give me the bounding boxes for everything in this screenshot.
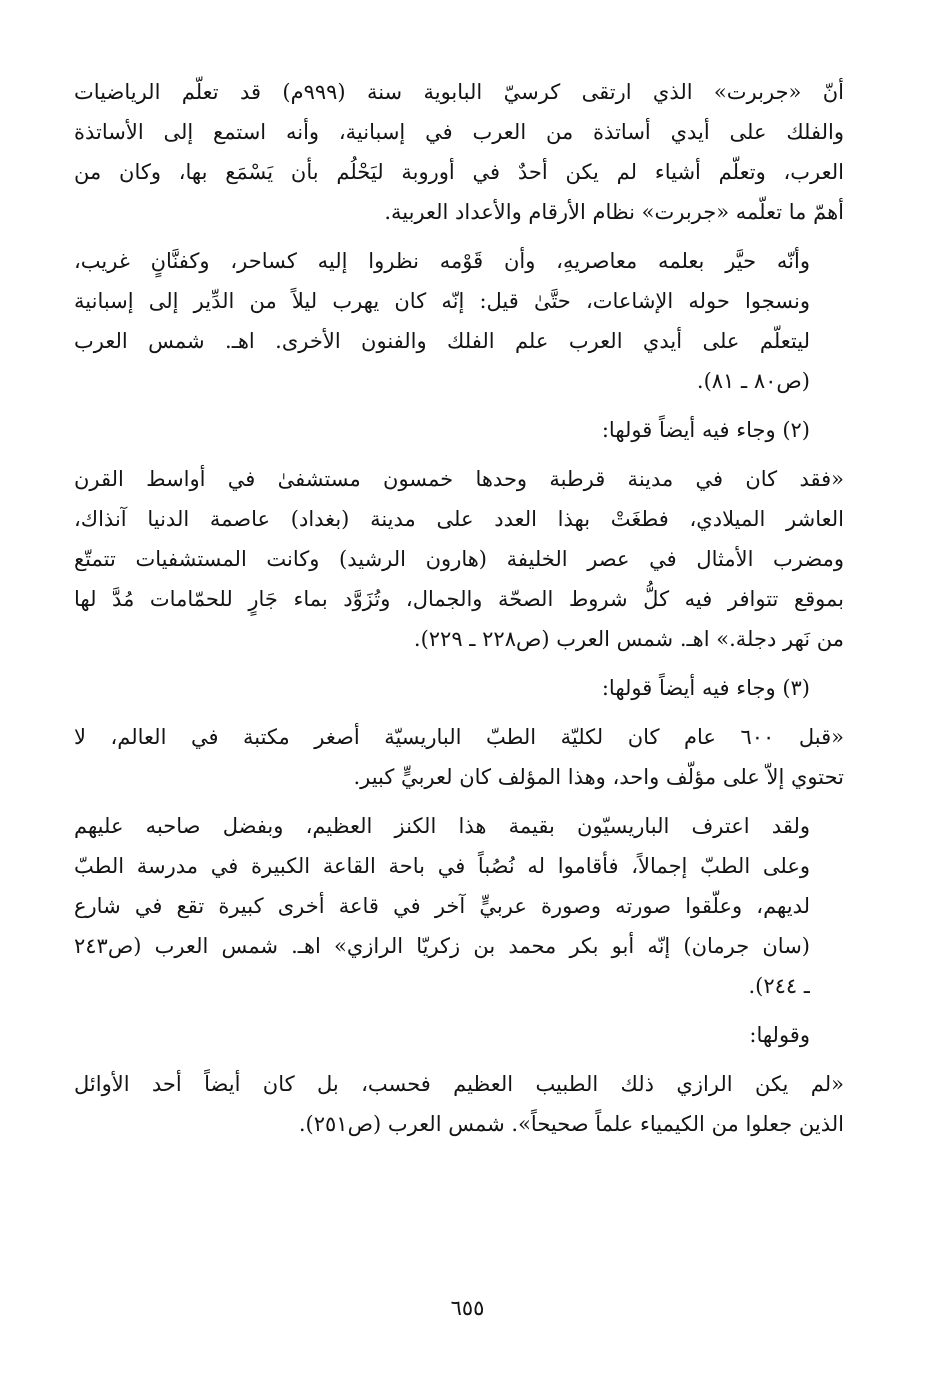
paragraph xyxy=(74,241,844,401)
text-line: ولقد اعترف الباريسيّون بقيمة هذا الكنز العظيم، وبفضل صاحبه عليهم xyxy=(74,814,810,838)
text-line: (٢) وجاء فيه أيضاً قولها: xyxy=(601,418,810,442)
paragraph xyxy=(74,72,844,232)
text-line: وأنّه حيَّر بعلمه معاصريهِ، وأن قَوْمه نظروا إليه كساحر، وكفنَّانٍ غريب، xyxy=(74,249,810,273)
page-number: ٦٥٥ xyxy=(450,1296,485,1320)
paragraph xyxy=(74,410,844,450)
text-line: من نَهر دجلة.» اهـ. شمس العرب (ص٢٢٨ ـ ٢٢٩). xyxy=(413,627,844,651)
text-line: تحتوي إلاّ على مؤلّف واحد، وهذا المؤلف كان لعربيٍّ كبير. xyxy=(353,765,844,789)
text-line: ونسجوا حوله الإشاعات، حتَّىٰ قيل: إنّه كان يهرب ليلاً من الدِّير إلى إسبانية xyxy=(74,289,810,313)
text-line: وقولها: xyxy=(749,1023,810,1047)
text-line: (٣) وجاء فيه أيضاً قولها: xyxy=(601,676,810,700)
paragraph xyxy=(74,459,844,659)
text-line: لديهم، وعلّقوا صورته وصورة عربيٍّ آخر في قاعة أخرى كبيرة تقع في شارع xyxy=(74,894,810,918)
text-line: والفلك على أيدي أساتذة من العرب في إسبانية، وأنه استمع إلى الأساتذة xyxy=(74,120,844,144)
paragraph xyxy=(74,1015,844,1055)
text-line: ليتعلّم على أيدي العرب علم الفلك والفنون الأخرى. اهـ. شمس العرب xyxy=(74,329,810,353)
text-line: أهمّ ما تعلّمه «جربرت» نظام الأرقام والأعداد العربية. xyxy=(384,200,844,224)
paragraph xyxy=(74,1064,844,1144)
page-body xyxy=(74,72,844,1153)
paragraph xyxy=(74,717,844,797)
text-line: «فقد كان في مدينة قرطبة وحدها خمسون مستشفىٰ في أواسط القرن xyxy=(74,467,844,491)
paragraph xyxy=(74,806,844,1006)
text-line: «قبل ٦٠٠ عام كان لكليّة الطبّ الباريسيّة أصغر مكتبة في العالم، لا xyxy=(74,725,844,749)
text-line: (سان جرمان) إنّه أبو بكر محمد بن زكريّا الرازي» اهـ. شمس العرب (ص٢٤٣ xyxy=(74,934,810,958)
text-line: وعلى الطبّ إجمالاً، فأقاموا له نُصُباً في باحة القاعة الكبيرة في مدرسة الطبّ xyxy=(74,854,810,878)
text-line: (ص٨٠ ـ ٨١). xyxy=(696,369,810,393)
text-line: ـ ٢٤٤). xyxy=(748,974,810,998)
text-line: بموقع تتوافر فيه كلُّ شروط الصحّة والجمال، وتُزَوَّد بماء جَارٍ للحمّامات مُدَّ لها xyxy=(74,587,844,611)
text-line: «لم يكن الرازي ذلك الطبيب العظيم فحسب، بل كان أيضاً أحد الأوائل xyxy=(74,1072,844,1096)
text-line: ومضرب الأمثال في عصر الخليفة (هارون الرشيد) وكانت المستشفيات تتمتّع xyxy=(74,547,844,571)
text-line: العاشر الميلادي، فطغَتْ بهذا العدد على مدينة (بغداد) عاصمة الدنيا آنذاك، xyxy=(74,507,844,531)
text-line: الذين جعلوا من الكيمياء علماً صحيحاً». شمس العرب (ص٢٥١). xyxy=(298,1112,844,1136)
paragraph xyxy=(74,668,844,708)
text-line: أنّ «جربرت» الذي ارتقى كرسيّ البابوية سنة (٩٩٩م) قد تعلّم الرياضيات xyxy=(74,80,844,104)
text-line: العرب، وتعلّم أشياء لم يكن أحدٌ في أوروبة ليَحْلُم بأن يَسْمَع بها، وكان من xyxy=(74,160,844,184)
